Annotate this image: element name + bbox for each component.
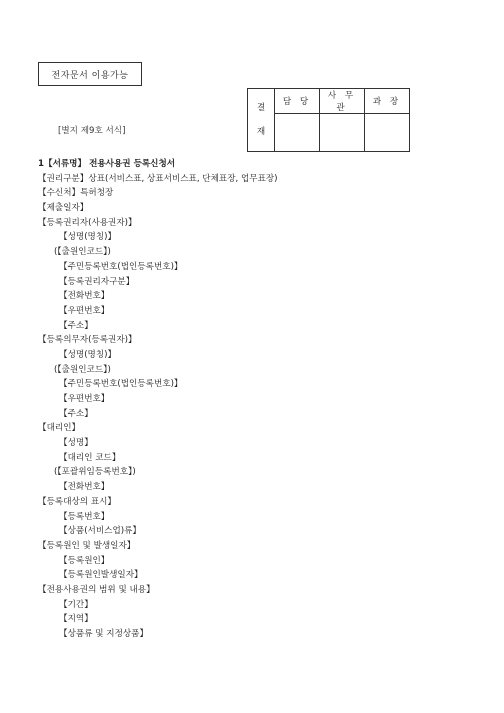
form-field-line: 【지역】 — [59, 614, 93, 625]
form-field-line: 【우편번호】 — [59, 394, 110, 404]
form-field-line: (【출원인코드】) — [54, 247, 111, 258]
form-field-line: 【성명(명칭)】 — [59, 349, 117, 360]
form-field-line: 【전화번호】 — [59, 482, 110, 493]
application-fields — [38, 157, 278, 642]
form-field-line: 【전화번호】 — [59, 291, 110, 302]
form-field-line: 【성명】 — [59, 438, 93, 449]
form-field-line: 【등록의무자(등록권자)】 — [38, 335, 137, 346]
form-number: [별지 제9호 서식] — [58, 126, 126, 136]
form-field-line: 【주소】 — [59, 408, 93, 419]
approval-sign-officer — [320, 114, 365, 152]
form-field-line: 【등록대상의 표시】 — [38, 496, 117, 507]
approval-table — [247, 88, 410, 152]
approval-label-top: 결 — [256, 103, 266, 113]
approval-role-officer: 사 무 관 — [320, 89, 365, 114]
form-field-line: 【권리구분】상표(서비스표, 상표서비스표, 단체표장, 업무표장) — [38, 173, 278, 184]
form-field-line: 【제출일자】 — [38, 203, 89, 214]
form-field-line: (【출원인코드】) — [54, 364, 111, 375]
form-field-line: 【등록권리자구분】 — [59, 276, 135, 287]
form-field-line: 【우편번호】 — [59, 305, 110, 316]
form-field-line: 【수신처】특허청장 — [38, 188, 114, 199]
form-field-line: 【상품류 및 지정상품】 — [59, 629, 149, 639]
document-title-line: 1【서류명】 전용사용권 등록신청서 — [38, 159, 176, 169]
approval-sign-staff — [275, 114, 320, 152]
notice-text: 전자문서 이용가능 — [51, 70, 129, 81]
form-field-line: 【등록권리자(사용권자)】 — [38, 217, 137, 228]
form-field-line: 【대리인 코드】 — [59, 452, 121, 463]
form-field-line: 【대리인】 — [38, 423, 81, 434]
form-field-line: 【주민등록번호(법인등록번호)】 — [59, 261, 183, 272]
form-field-line: 【주소】 — [59, 320, 93, 331]
form-field-line: 【등록원인 및 발생일자】 — [38, 540, 136, 551]
form-field-line: (【포괄위임등록번호】) — [54, 467, 136, 478]
form-field-line: 【기간】 — [59, 599, 93, 610]
form-field-line: 【성명(명칭)】 — [59, 232, 117, 243]
electronic-document-notice — [38, 62, 142, 86]
form-field-line: 【등록원인발생일자】 — [59, 570, 143, 581]
approval-label-bottom: 재 — [256, 127, 266, 137]
form-field-line: 【전용사용권의 범위 및 내용】 — [38, 584, 155, 595]
approval-role-staff: 담 당 — [275, 89, 320, 114]
approval-label — [248, 89, 275, 152]
form-field-line: 【주민등록번호(법인등록번호)】 — [59, 379, 183, 390]
form-field-line: 【등록번호】 — [59, 511, 110, 522]
approval-sign-director — [365, 114, 410, 152]
form-field-line: 【상품(서비스업)류】 — [59, 526, 142, 537]
form-field-line: 【등록원인】 — [59, 555, 110, 566]
approval-role-director: 과 장 — [365, 89, 410, 114]
